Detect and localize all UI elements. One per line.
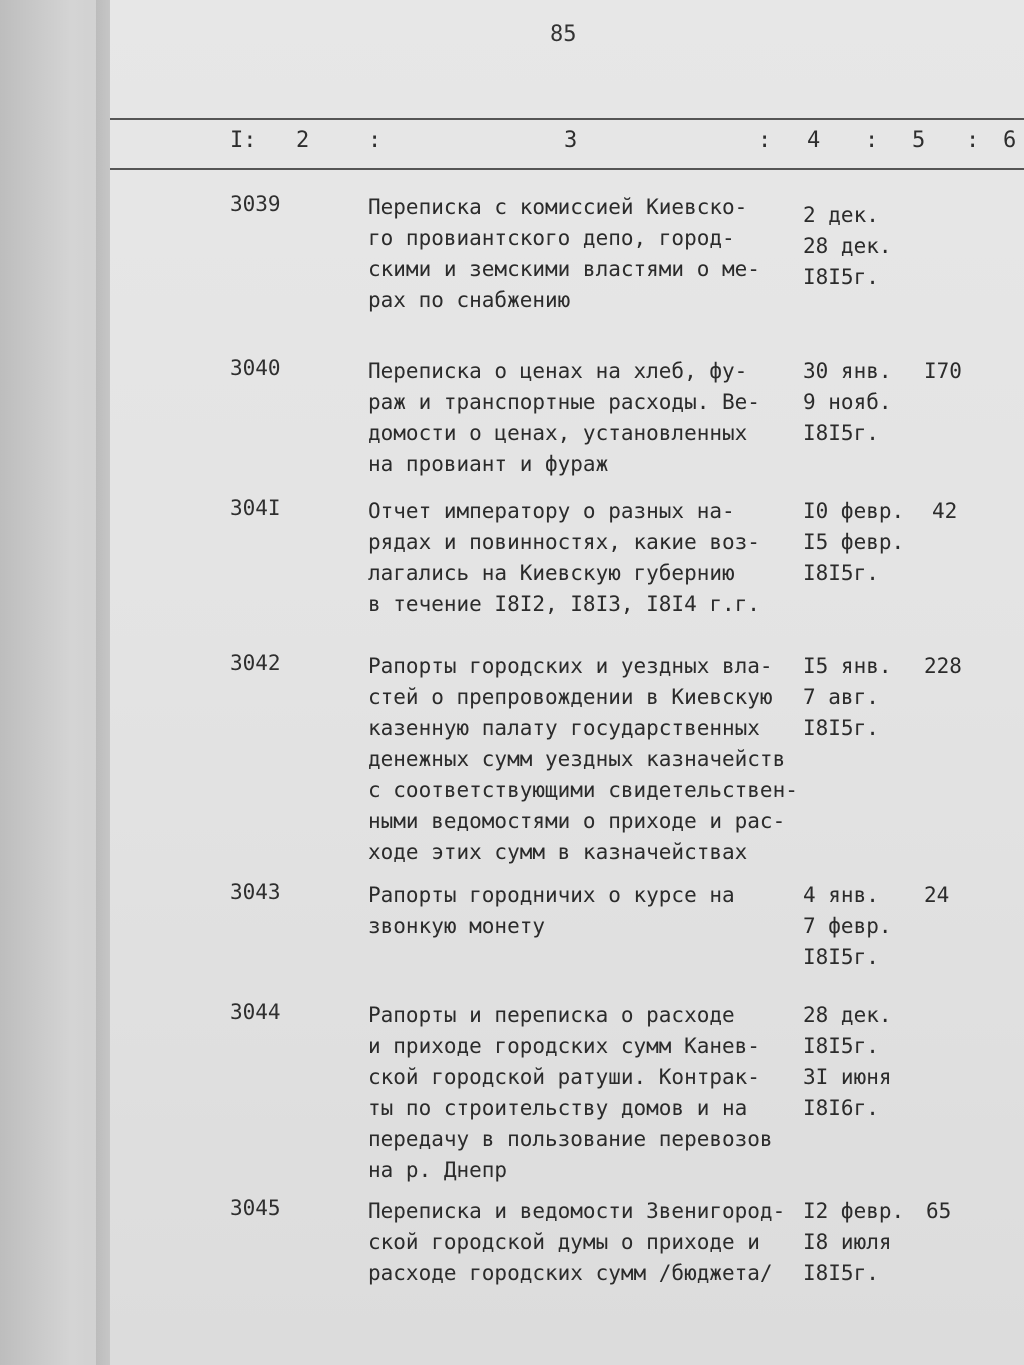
description-line: Переписка и ведомости Звенигород- [368, 1199, 786, 1223]
entry-number: 304I [230, 496, 281, 520]
entry-dates [803, 880, 892, 973]
header-col-4: 4 [807, 128, 821, 153]
description-line: с соответствующими свидетельствен- [368, 778, 798, 802]
entry-dates [803, 651, 892, 744]
date-line: I8I5г. [803, 421, 879, 445]
header-sep-1: : [368, 128, 382, 153]
description-line: ходе этих сумм в казначействах [368, 840, 748, 864]
description-line: Рапорты городских и уездных вла- [368, 654, 773, 678]
description-line: на р. Днепр [368, 1158, 508, 1182]
entry-description [368, 1196, 808, 1289]
header-col-2: 2 [296, 128, 310, 153]
date-line: I8I5г. [803, 716, 879, 740]
description-line: Переписка с комиссией Киевско- [368, 195, 748, 219]
date-line: 2 дек. [803, 203, 879, 227]
description-line: рядах и повинностях, какие воз- [368, 530, 760, 554]
date-line: I5 февр. [803, 530, 905, 554]
date-line: I8I6г. [803, 1096, 879, 1120]
description-line: рах по снабжению [368, 288, 571, 312]
date-line: I8I5г. [803, 561, 879, 585]
description-line: Рапорты и переписка о расходе [368, 1003, 735, 1027]
description-line: звонкую монету [368, 914, 546, 938]
entry-dates [803, 200, 892, 293]
header-col-6: 6 [1003, 128, 1017, 153]
date-line: 7 авг. [803, 685, 879, 709]
description-line: домости о ценах, установленных [368, 421, 748, 445]
description-line: раж и транспортные расходы. Ве- [368, 390, 760, 414]
entry-description [368, 192, 808, 316]
entry-number: 3042 [230, 651, 281, 675]
description-line: и приходе городских сумм Канев- [368, 1034, 760, 1058]
date-line: I2 февр. [803, 1199, 905, 1223]
header-col-1: I: [230, 128, 257, 153]
header-sep-4: : [966, 128, 980, 153]
document-page [110, 0, 1024, 1365]
date-line: 28 дек. [803, 234, 892, 258]
date-line: 7 февр. [803, 914, 892, 938]
header-rule-bottom [110, 168, 1024, 170]
entry-dates [803, 356, 892, 449]
entry-number: 3043 [230, 880, 281, 904]
entry-description [368, 356, 808, 480]
entry-description [368, 1000, 808, 1186]
date-line: I8I5г. [803, 1261, 879, 1285]
header-sep-3: : [865, 128, 879, 153]
entry-number: 3045 [230, 1196, 281, 1220]
description-line: ными ведомостями о приходе и рас- [368, 809, 786, 833]
date-line: I8I5г. [803, 945, 879, 969]
date-line: I8 июля [803, 1230, 892, 1254]
description-line: стей о препровождении в Киевскую [368, 685, 773, 709]
entry-number: 3044 [230, 1000, 281, 1024]
entry-number: 3040 [230, 356, 281, 380]
entry-page-count: 42 [932, 499, 958, 523]
entry-page-count: I70 [924, 359, 962, 383]
description-line: расходе городских сумм /бюджета/ [368, 1261, 773, 1285]
description-line: ской городской ратуши. Контрак- [368, 1065, 760, 1089]
description-line: на провиант и фураж [368, 452, 609, 476]
header-sep-2: : [758, 128, 772, 153]
date-line: I8I5г. [803, 1034, 879, 1058]
date-line: I0 февр. [803, 499, 905, 523]
header-rule-top [110, 118, 1024, 120]
description-line: ской городской думы о приходе и [368, 1230, 760, 1254]
description-line: лагались на Киевскую губернию [368, 561, 735, 585]
description-line: скими и земскими властями о ме- [368, 257, 760, 281]
entry-dates [803, 1000, 892, 1124]
date-line: 28 дек. [803, 1003, 892, 1027]
description-line: Переписка о ценах на хлеб, фу- [368, 359, 748, 383]
entry-description [368, 496, 808, 620]
page-number: 85 [550, 22, 577, 47]
entry-description [368, 880, 808, 942]
description-line: казенную палату государственных [368, 716, 760, 740]
entry-number: 3039 [230, 192, 281, 216]
header-col-3: 3 [564, 128, 578, 153]
entry-dates [803, 496, 904, 589]
entry-page-count: 24 [924, 883, 950, 907]
header-col-5: 5 [912, 128, 926, 153]
entry-page-count: 228 [924, 654, 962, 678]
description-line: в течение I8I2, I8I3, I8I4 г.г. [368, 592, 760, 616]
description-line: Отчет императору о разных на- [368, 499, 735, 523]
date-line: 3I июня [803, 1065, 892, 1089]
entry-page-count: 65 [926, 1199, 952, 1223]
description-line: го провиантского депо, город- [368, 226, 735, 250]
description-line: передачу в пользование перевозов [368, 1127, 773, 1151]
description-line: денежных сумм уездных казначейств [368, 747, 786, 771]
date-line: I8I5г. [803, 265, 879, 289]
description-line: Рапорты городничих о курсе на [368, 883, 735, 907]
date-line: 30 янв. [803, 359, 892, 383]
date-line: 9 нояб. [803, 390, 892, 414]
date-line: 4 янв. [803, 883, 879, 907]
description-line: ты по строительству домов и на [368, 1096, 748, 1120]
date-line: I5 янв. [803, 654, 892, 678]
entry-description [368, 651, 808, 868]
entry-dates [803, 1196, 904, 1289]
